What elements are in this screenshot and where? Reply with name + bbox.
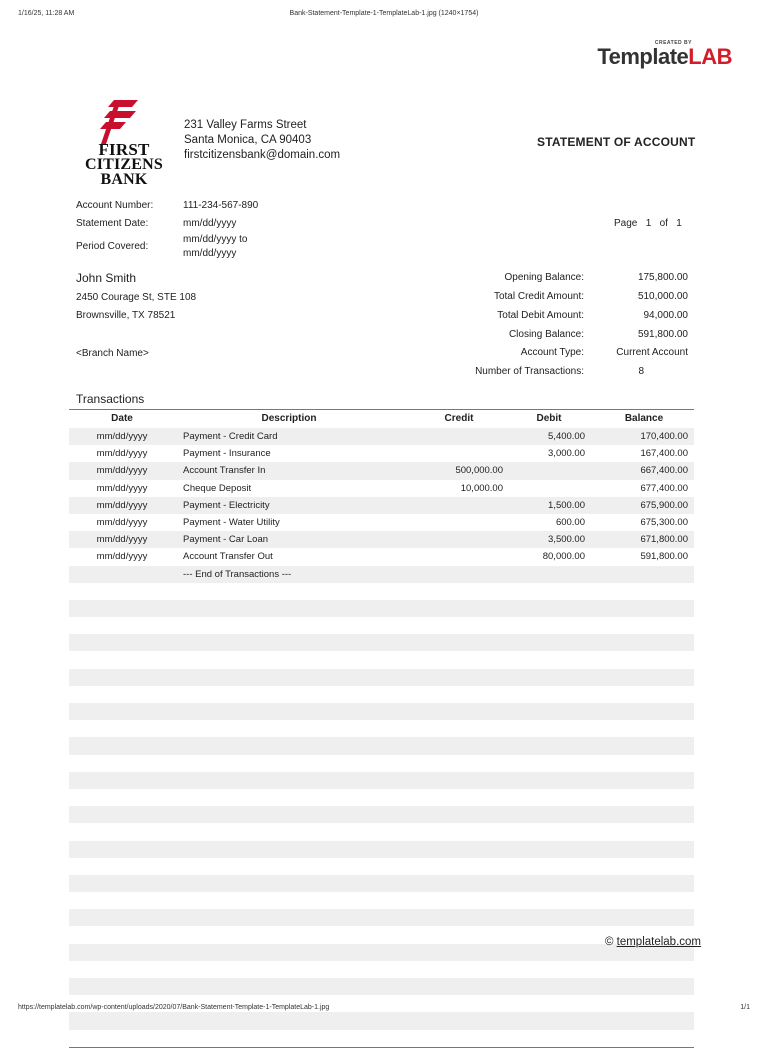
empty-row [69, 686, 694, 703]
table-row [69, 514, 694, 531]
empty-row [69, 909, 694, 926]
row-date: mm/dd/yyyy [96, 516, 148, 528]
row-debit: 3,500.00 [548, 534, 585, 546]
empty-row [69, 755, 694, 772]
row-debit: 1,500.00 [548, 499, 585, 511]
customer-city: Brownsville, TX 78521 [76, 310, 176, 321]
row-debit: 80,000.00 [542, 551, 585, 563]
row-description: Account Transfer In [183, 465, 266, 477]
empty-row [69, 772, 694, 789]
row-debit: 600.00 [555, 516, 585, 528]
row-balance: 167,400.00 [640, 448, 688, 460]
empty-row [69, 978, 694, 995]
statement-date-label: Statement Date: [76, 218, 149, 229]
row-balance: 667,400.00 [640, 465, 688, 477]
table-row [69, 497, 694, 514]
row-balance: 677,400.00 [640, 482, 688, 494]
bank-city: Santa Monica, CA 90403 [184, 134, 312, 146]
statement-date: mm/dd/yyyy [183, 218, 237, 229]
print-datetime: 1/16/25, 11:28 AM [18, 10, 75, 17]
of-label: of [659, 218, 668, 229]
templatelab-logo-part2: LAB [688, 44, 732, 69]
empty-row [69, 841, 694, 858]
empty-row [69, 600, 694, 617]
empty-row [69, 789, 694, 806]
transactions-table [69, 409, 694, 1048]
branch-name: <Branch Name> [76, 348, 149, 359]
row-description: Payment - Car Loan [183, 534, 269, 546]
row-description: Payment - Water Utility [183, 516, 280, 528]
print-title: Bank-Statement-Template-1-TemplateLab-1.jpg (1240×1754) [289, 10, 479, 17]
row-balance: 675,300.00 [640, 516, 688, 528]
row-description: Account Transfer Out [183, 551, 273, 563]
empty-row [69, 634, 694, 651]
customer-street: 2450 Courage St, STE 108 [76, 292, 197, 303]
row-date: mm/dd/yyyy [96, 482, 148, 494]
templatelab-logo-part1: Template [597, 44, 689, 69]
created-by-label: CREATED BY [654, 40, 692, 46]
row-description: Payment - Credit Card [183, 431, 278, 442]
period-label: Period Covered: [76, 241, 149, 252]
copyright [605, 936, 701, 948]
copyright-symbol: © [604, 936, 614, 948]
empty-row [69, 1012, 694, 1029]
table-row [69, 531, 694, 548]
summary-value: 175,800.00 [637, 272, 688, 283]
header-description: Description [261, 413, 317, 424]
table-row [69, 445, 694, 462]
end-of-transactions: --- End of Transactions --- [183, 568, 292, 580]
row-date: mm/dd/yyyy [96, 499, 148, 511]
row-date: mm/dd/yyyy [96, 534, 148, 546]
bank-email: firstcitizensbank@domain.com [184, 149, 341, 161]
row-balance: 591,800.00 [640, 551, 688, 563]
summary-row [440, 291, 688, 306]
table-row [69, 548, 694, 565]
summary-label: Total Debit Amount: [497, 310, 584, 321]
empty-row [69, 617, 694, 634]
page-indicator [614, 218, 682, 229]
row-balance: 671,800.00 [640, 534, 688, 546]
summary-value: 94,000.00 [643, 310, 688, 321]
end-of-transactions-row [69, 566, 694, 583]
bank-logo-line1: FIRST [98, 140, 150, 159]
page-number: 1 [645, 218, 652, 229]
row-balance: 170,400.00 [640, 431, 688, 442]
empty-row [69, 944, 694, 961]
summary-label: Closing Balance: [508, 329, 584, 340]
row-description: Cheque Deposit [183, 482, 252, 494]
empty-row [69, 875, 694, 892]
row-balance: 675,900.00 [640, 499, 688, 511]
empty-row [69, 737, 694, 754]
summary-value: 510,000.00 [637, 291, 688, 302]
row-credit: 500,000.00 [455, 465, 503, 477]
row-description: Payment - Electricity [183, 499, 270, 511]
empty-row [69, 703, 694, 720]
transactions-title: Transactions [76, 392, 145, 406]
summary-row [440, 329, 688, 344]
account-number: 111-234-567-890 [183, 200, 259, 211]
account-number-label: Account Number: [76, 200, 154, 211]
customer-name: John Smith [76, 271, 137, 285]
row-date: mm/dd/yyyy [96, 551, 148, 563]
bank-logo [80, 100, 172, 190]
summary-value: Current Account [616, 347, 688, 358]
header-debit: Debit [536, 413, 562, 424]
print-url: https://templatelab.com/wp-content/uploads/2020/07/Bank-Statement-Template-1-TemplateLab-1.jpg [18, 1004, 330, 1011]
empty-row [69, 583, 694, 600]
empty-row [69, 892, 694, 909]
empty-row [69, 858, 694, 875]
row-credit: 10,000.00 [460, 482, 503, 494]
table-header [69, 410, 694, 428]
summary-label: Opening Balance: [504, 272, 584, 283]
table-row [69, 480, 694, 497]
row-date: mm/dd/yyyy [96, 465, 148, 477]
empty-row [69, 720, 694, 737]
summary-value: 591,800.00 [637, 329, 688, 340]
summary-row [440, 272, 688, 287]
bank-flag-icon [98, 100, 138, 144]
empty-row [69, 806, 694, 823]
page-label: Page [614, 218, 638, 229]
summary-value: 8 [638, 366, 644, 377]
statement-title: STATEMENT OF ACCOUNT [537, 135, 696, 149]
row-debit: 3,000.00 [548, 448, 585, 460]
print-page: 1/1 [740, 1004, 750, 1011]
period-line1: mm/dd/yyyy to [183, 234, 248, 245]
summary-row [440, 347, 688, 362]
empty-row [69, 926, 694, 943]
row-description: Payment - Insurance [183, 448, 271, 460]
copyright-link[interactable]: templatelab.com [616, 936, 701, 948]
print-footer [18, 1004, 750, 1011]
bank-logo-line2: CITIZENS [84, 156, 164, 173]
summary-label: Account Type: [520, 347, 584, 358]
empty-row [69, 961, 694, 978]
header-credit: Credit [444, 413, 474, 424]
summary-row [440, 366, 688, 381]
period-line2: mm/dd/yyyy [183, 248, 237, 259]
row-debit: 5,400.00 [548, 431, 585, 442]
empty-row [69, 651, 694, 668]
bank-logo-line3: BANK [100, 171, 148, 188]
page-total: 1 [676, 218, 682, 229]
table-row [69, 428, 694, 445]
empty-row [69, 823, 694, 840]
templatelab-logo [597, 40, 732, 68]
bank-street: 231 Valley Farms Street [184, 119, 307, 131]
header-date: Date [111, 413, 133, 424]
table-row [69, 462, 694, 479]
empty-row [69, 1030, 694, 1047]
row-date: mm/dd/yyyy [96, 448, 148, 460]
empty-row [69, 669, 694, 686]
bank-address [184, 118, 340, 163]
header-balance: Balance [624, 413, 664, 424]
summary-label: Total Credit Amount: [493, 291, 584, 302]
summary-label: Number of Transactions: [475, 366, 584, 377]
summary-row [440, 310, 688, 325]
row-date: mm/dd/yyyy [96, 431, 148, 442]
